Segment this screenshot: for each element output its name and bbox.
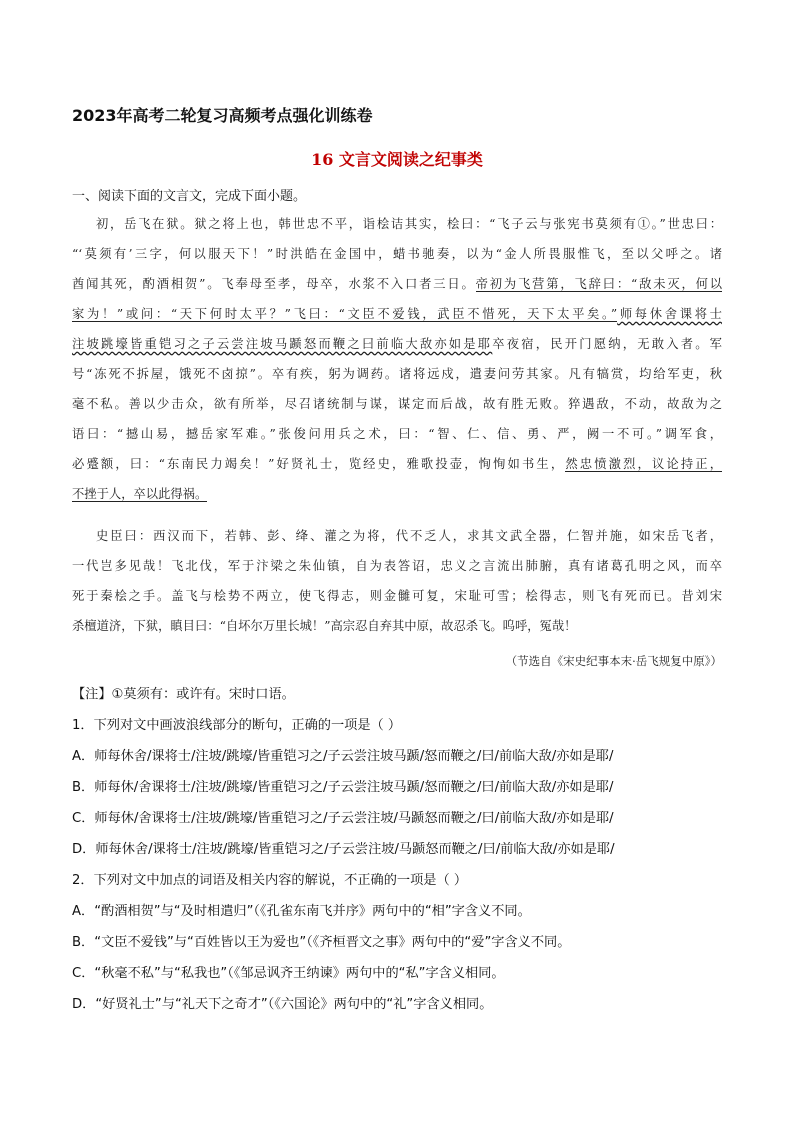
page-header: 2023年高考二轮复习高频考点强化训练卷: [72, 106, 373, 125]
passage-text: 酋闻其死，酌酒相贺”。飞奉母至孝，母卒，水浆不入口者三日。: [72, 277, 476, 291]
passage-line: 史臣曰：西汉而下，若韩、彭、绛、灌之为将，代不乏人，求其文武全器，仁智并施，如宋岳飞者，: [96, 529, 722, 543]
question-1-option-c: C．师每休/舍课将士/注坡/跳壕/皆重铠习之/子云尝注坡/马踬怒而鞭之/曰/前临大敌/亦如是耶/: [72, 811, 614, 826]
passage-line: 死于秦桧之手。盖飞与桧势不两立，使飞得志，则金雠可复，宋耻可雪；桧得志，则飞有死而已。昔刘宋: [72, 589, 722, 603]
passage-line: 杀檀道济，下狱，瞋目曰：“自坏尔万里长城！”高宗忍自弃其中原，故忍杀飞。呜呼，冤哉！: [72, 619, 577, 633]
passage-line: [72, 269, 722, 299]
questions: [72, 679, 732, 1020]
passage-line: [72, 479, 722, 509]
question-2-stem: 2．下列对文中加点的词语及相关内容的解说，不正确的一项是（ ）: [72, 873, 468, 888]
question-2-option-d: D．“好贤礼士”与“礼天下之奇才”（《六国论》两句中的“礼”字含义相同。: [72, 997, 493, 1012]
underlined-text: 不挫于人，卒以此得祸。: [72, 487, 208, 501]
page-title: 16 文言文阅读之纪事类: [311, 150, 483, 169]
question-2-option-b: B．“文臣不爱钱”与“百姓皆以王为爱也”（《齐桓晋文之事》两句中的“爱”字含义不同。: [72, 935, 571, 950]
question-2-option-a: A．“酌酒相贺”与“及时相遣归”（《孔雀东南飞并序》两句中的“相”字含义不同。: [72, 904, 531, 919]
passage-line: 毫不私。善以少击众，欲有所举，尽召诸统制与谋，谋定而后战，故有胜无败。猝遇敌，不动，故敌为之: [72, 397, 722, 411]
underlined-text: 家为！”或问：“天下何时太平？”飞曰：“文臣不爱钱，武臣不惜死，天下太平矣。”: [72, 307, 618, 321]
passage-line: 语曰：“撼山易，撼岳家军难。”张俊问用兵之术，曰：“智、仁、信、勇、严，阙一不可。”调军食，: [72, 427, 722, 441]
passage-source: （节选自《宋史纪事本末·岳飞规复中原》）: [505, 654, 722, 668]
question-2-option-c: C．“秋毫不私”与“私我也”（《邹忌讽齐王纳谏》两句中的“私”字含义相同。: [72, 966, 505, 981]
question-1-option-a: A．师每休舍/课将士/注坡/跳壕/皆重铠习之/子云尝注坡马踬/怒而鞭之/曰/前临大敌/亦如是耶/: [72, 749, 614, 764]
footnote: 【注】①莫须有：或许有。宋时口语。: [72, 687, 295, 702]
passage-line: [72, 299, 722, 329]
passage-line: [72, 329, 722, 359]
wavy-underlined-text: 师每休舍课将士: [617, 307, 722, 321]
passage-paragraph-1: [72, 209, 722, 509]
passage-line: 初，岳飞在狱。狱之将上也，韩世忠不平，诣桧诘其实，桧曰：“飞子云与张宪书莫须有①。”世忠曰：: [96, 217, 722, 231]
passage-line: 一代岂多见哉！飞北伐，军于汴梁之朱仙镇，自为表答诏，忠义之言流出肺腑，真有诸葛孔明之风，而卒: [72, 559, 722, 573]
underlined-text: 然忠愤激烈，议论持正，: [565, 457, 722, 471]
passage-line: 号“冻死不拆屋，饿死不卤掠”。卒有疾，躬为调药。诸将远戍，遣妻问劳其家。凡有犒赏，均给军吏，秋: [72, 367, 722, 381]
passage-paragraph-2: [72, 521, 722, 641]
passage-line: “‘莫须有’三字，何以服天下！”时洪皓在金国中，蜡书驰奏，以为“金人所畏服惟飞，至以父呼之。诸: [72, 247, 722, 261]
passage-text: 必蹙额，曰：“东南民力竭矣！”好贤礼士，览经史，雅歌投壶，恂恂如书生，: [72, 457, 566, 471]
instruction: 一、阅读下面的文言文，完成下面小题。: [72, 189, 307, 204]
question-1-option-b: B．师每休/舍课将士/注坡/跳壕/皆重铠习之/子云尝注坡马踬/怒而鞭之/曰/前临大敌/亦如是耶/: [72, 780, 614, 795]
wavy-underlined-text: 注坡跳壕皆重铠习之子云尝注坡马踬怒而鞭之曰前临大敌亦如是耶: [72, 337, 493, 351]
question-1-stem: 1．下列对文中画波浪线部分的断句，正确的一项是（ ）: [72, 718, 402, 733]
passage-line: [72, 449, 722, 479]
underlined-text: 帝初为飞营第，飞辞曰：“敌未灭，何以: [475, 277, 722, 291]
question-1-option-d: D．师每休舍/课将士/注坡/跳壕/皆重铠习之/子云尝注坡/马踬怒而鞭之/曰/前临大敌/亦如是耶/: [72, 842, 615, 857]
passage-text: 卒夜宿，民开门愿纳，无敢入者。军: [492, 337, 722, 351]
